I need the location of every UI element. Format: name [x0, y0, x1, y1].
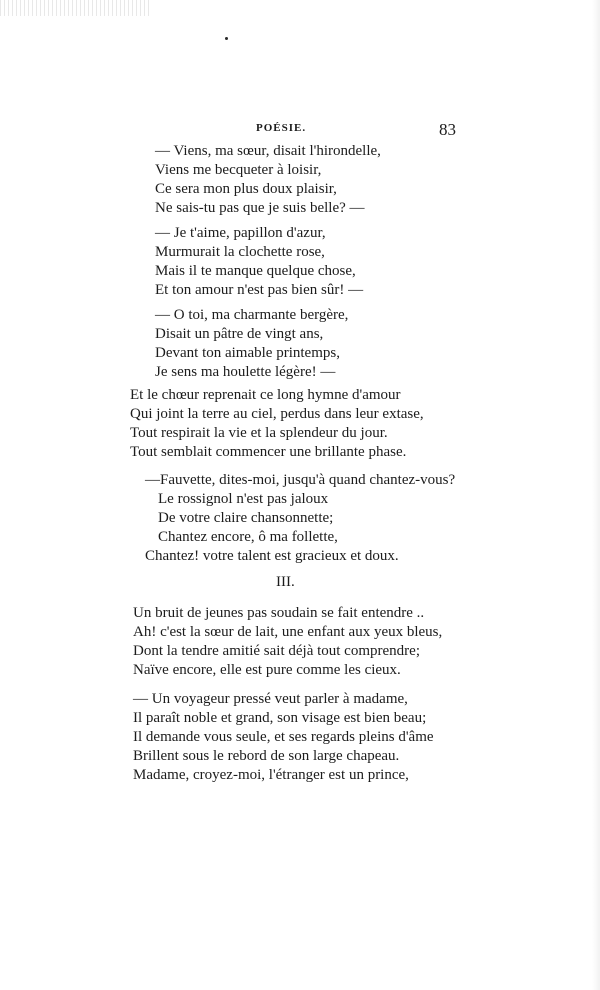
- section-number: III.: [276, 574, 295, 590]
- running-header: [0, 120, 600, 142]
- verse-line: Il demande vous seule, et ses regards pleins d'âme: [133, 729, 434, 745]
- verse-line: Le rossignol n'est pas jaloux: [158, 491, 329, 507]
- verse-line: De votre claire chansonnette;: [158, 510, 334, 526]
- verse-line: Madame, croyez-moi, l'étranger est un prince,: [133, 767, 409, 783]
- verse-line: Et le chœur reprenait ce long hymne d'amour: [130, 387, 401, 403]
- verse-line: Brillent sous le rebord de son large chapeau.: [133, 748, 400, 764]
- verse-line: Et ton amour n'est pas bien sûr! —: [155, 282, 364, 298]
- verse-line: Devant ton aimable printemps,: [155, 345, 340, 361]
- verse-line: —Fauvette, dites-moi, jusqu'à quand chantez-vous?: [145, 472, 456, 488]
- ink-speck: [225, 37, 228, 40]
- verse-line: Ah! c'est la sœur de lait, une enfant aux yeux bleus,: [133, 624, 443, 640]
- verse-line: Chantez encore, ô ma follette,: [158, 529, 338, 545]
- page-number: 83: [439, 120, 456, 139]
- paper-specks: [0, 0, 150, 16]
- verse-line: Il paraît noble et grand, son visage est bien beau;: [133, 710, 427, 726]
- verse-line: Un bruit de jeunes pas soudain se fait entendre ..: [133, 605, 425, 621]
- verse-line: Chantez! votre talent est gracieux et doux.: [145, 548, 399, 564]
- verse-line: Murmurait la clochette rose,: [155, 244, 325, 260]
- verse-line: Qui joint la terre au ciel, perdus dans leur extase,: [130, 406, 424, 422]
- verse-line: Ne sais-tu pas que je suis belle? —: [155, 200, 365, 216]
- verse-line: Mais il te manque quelque chose,: [155, 263, 356, 279]
- verse-line: Je sens ma houlette légère! —: [155, 364, 336, 380]
- verse-line: — Un voyageur pressé veut parler à madame,: [133, 691, 408, 707]
- verse-line: — Je t'aime, papillon d'azur,: [155, 225, 326, 241]
- running-title: POÉSIE.: [256, 122, 307, 134]
- page-edge: [592, 0, 600, 990]
- verse-line: Tout semblait commencer une brillante phase.: [130, 444, 407, 460]
- verse-line: Viens me becqueter à loisir,: [155, 162, 322, 178]
- verse-line: Naïve encore, elle est pure comme les cieux.: [133, 662, 401, 678]
- verse-line: Disait un pâtre de vingt ans,: [155, 326, 324, 342]
- verse-line: Dont la tendre amitié sait déjà tout comprendre;: [133, 643, 420, 659]
- verse-line: — O toi, ma charmante bergère,: [155, 307, 349, 323]
- verse-line: — Viens, ma sœur, disait l'hirondelle,: [155, 143, 381, 159]
- verse-line: Ce sera mon plus doux plaisir,: [155, 181, 337, 197]
- verse-line: Tout respirait la vie et la splendeur du jour.: [130, 425, 388, 441]
